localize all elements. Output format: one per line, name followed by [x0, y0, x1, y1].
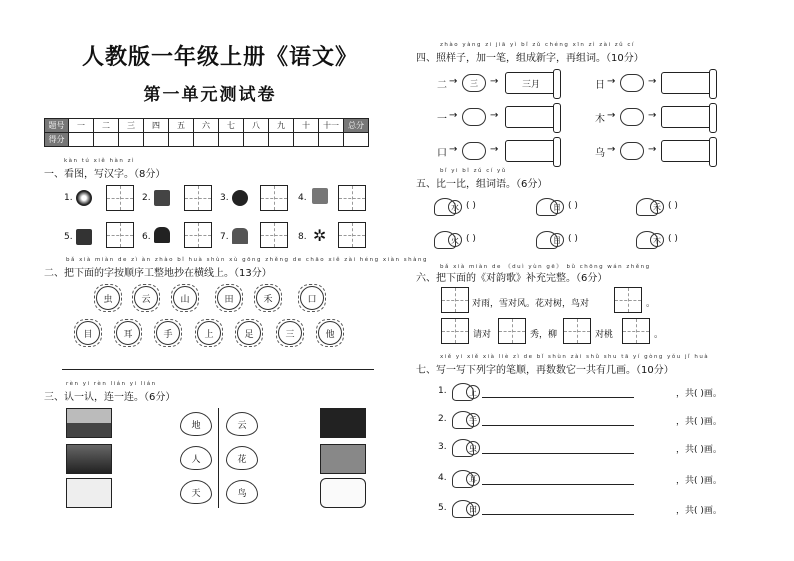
s7-num: 1. — [438, 386, 447, 396]
s3-pinyin: rèn yi rèn lián yi lián — [66, 381, 157, 387]
stroke-line[interactable] — [482, 484, 634, 485]
flower-char: 耳 — [116, 321, 140, 345]
s7-num: 5. — [438, 503, 447, 513]
s4-scroll[interactable] — [505, 140, 557, 162]
answer-box[interactable] — [338, 185, 366, 211]
mushroom-char — [636, 231, 664, 249]
arrow-icon: → — [648, 144, 657, 155]
s4-heading: 四、照样子，加一笔，组成新字，再组词。（10分） — [416, 53, 644, 64]
mushroom-char — [452, 411, 480, 429]
s4-scroll[interactable]: 三月 — [505, 72, 557, 94]
book-icon — [76, 229, 92, 245]
mushroom-char — [536, 198, 564, 216]
answer-box[interactable] — [614, 287, 642, 313]
stroke-line[interactable] — [482, 514, 634, 515]
butterfly-card[interactable]: 天 — [180, 480, 212, 504]
s1-heading: 一、看图，写汉字。（8分） — [44, 169, 166, 180]
s5-pinyin: bǐ yi bǐ zǔ cí yǔ — [440, 168, 507, 174]
mushroom-char — [452, 500, 480, 518]
s6-heading: 六、把下面的《对韵歌》补充完整。（6分） — [416, 273, 608, 284]
s4-source-char: 口 — [437, 148, 447, 159]
score-header-row — [45, 119, 369, 133]
flower-char: 田 — [217, 286, 241, 310]
arrow-icon: → — [648, 76, 657, 87]
s7-pinyin: xiě yi xiě xià liè zì de bǐ shùn zài shǔ shu tā yí gòng yǒu jǐ huà — [440, 354, 710, 360]
answer-box[interactable] — [260, 222, 288, 248]
hand-icon — [154, 227, 170, 243]
score-cell: 五 — [169, 119, 194, 133]
score-input[interactable] — [294, 133, 319, 147]
score-cell: 二 — [94, 119, 119, 133]
s1-num: 8. — [298, 232, 307, 242]
s6-text: 对桃 — [595, 330, 614, 340]
paren-blank[interactable]: ( ) — [668, 234, 678, 244]
butterfly-card[interactable]: 地 — [180, 412, 212, 436]
s7-tail: ，共( )画。 — [676, 445, 722, 455]
mushroom-label: 目 — [550, 233, 564, 247]
score-cell: 四 — [144, 119, 169, 133]
s6-text: 。 — [654, 330, 664, 340]
arrow-icon: → — [607, 110, 616, 121]
score-cell: 得分 — [45, 133, 69, 147]
paren-blank[interactable]: ( ) — [668, 201, 678, 211]
s4-cloud[interactable] — [462, 142, 486, 160]
score-input[interactable] — [94, 133, 119, 147]
mushroom-label: 火 — [448, 233, 462, 247]
s4-pinyin: zhào yàng zi jiā yì bǐ zǔ chéng xīn zì zài zǔ cí — [440, 42, 635, 48]
s7-tail: ，共( )画。 — [676, 506, 722, 516]
s4-cloud[interactable] — [462, 108, 486, 126]
landscape-image — [66, 444, 112, 474]
mushroom-char — [434, 231, 462, 249]
score-cell: 总分 — [344, 119, 369, 133]
answer-box[interactable] — [441, 318, 469, 344]
answer-box[interactable] — [563, 318, 591, 344]
flower-char: 目 — [76, 321, 100, 345]
score-input[interactable] — [219, 133, 244, 147]
s1-num: 4. — [298, 193, 307, 203]
mushroom-label: 田 — [466, 502, 480, 516]
mushroom-char — [434, 198, 462, 216]
mushroom-label: 禾 — [650, 200, 664, 214]
paren-blank[interactable]: ( ) — [466, 234, 476, 244]
child-image — [66, 478, 112, 508]
score-cell: 十 — [294, 119, 319, 133]
answer-box[interactable] — [184, 185, 212, 211]
rice-plant-icon — [312, 188, 328, 204]
s6-text: 对雨，雪对风。花对树，鸟对 — [472, 299, 590, 309]
score-cell: 题号 — [45, 119, 69, 133]
arrow-icon: → — [490, 110, 499, 121]
flower-char: 虫 — [96, 286, 120, 310]
mushroom-label: 木 — [650, 233, 664, 247]
s1-num: 1. — [64, 193, 73, 203]
s7-num: 4. — [438, 473, 447, 483]
s4-source-char: 木 — [595, 114, 605, 125]
s4-cloud[interactable] — [620, 74, 644, 92]
score-table — [44, 118, 369, 147]
answer-box[interactable] — [441, 287, 469, 313]
arrow-icon: → — [648, 110, 657, 121]
answer-box[interactable] — [106, 185, 134, 211]
mushroom-label: 手 — [466, 413, 480, 427]
butterfly-card[interactable]: 鸟 — [226, 480, 258, 504]
mountain-icon — [154, 190, 170, 206]
paren-blank[interactable]: ( ) — [568, 201, 578, 211]
score-input[interactable] — [244, 133, 269, 147]
s6-pinyin: bǎ xià miàn de 《duì yùn gē》 bǔ chōng wán zhěng — [440, 264, 651, 270]
score-input[interactable] — [194, 133, 219, 147]
score-input[interactable] — [269, 133, 294, 147]
s4-scroll[interactable] — [661, 140, 713, 162]
hill-icon — [232, 228, 248, 244]
mushroom-label: 水 — [448, 200, 462, 214]
arrow-icon: → — [607, 76, 616, 87]
arrow-icon: → — [449, 144, 458, 155]
flower-pot-image — [320, 444, 366, 474]
s6-text: 秀，柳 — [530, 330, 558, 340]
s1-num: 3. — [220, 193, 229, 203]
s6-text: 请对 — [473, 330, 492, 340]
answer-box[interactable] — [498, 318, 526, 344]
s4-source-char: 二 — [437, 80, 447, 91]
flower-char: 云 — [134, 286, 158, 310]
score-cell: 八 — [244, 119, 269, 133]
flower-char: 上 — [197, 321, 221, 345]
butterfly-card[interactable]: 人 — [180, 446, 212, 470]
s4-cloud[interactable] — [620, 142, 644, 160]
s7-num: 2. — [438, 414, 447, 424]
bird-image — [320, 408, 366, 438]
arrow-icon: → — [490, 144, 499, 155]
mushroom-char — [452, 439, 480, 457]
score-input[interactable] — [119, 133, 144, 147]
s4-cloud[interactable] — [620, 108, 644, 126]
paren-blank[interactable]: ( ) — [466, 201, 476, 211]
mushroom-label: 虫 — [466, 441, 480, 455]
s4-cloud[interactable]: 三 — [462, 74, 486, 92]
s1-num: 2. — [142, 193, 151, 203]
stroke-line[interactable] — [482, 453, 634, 454]
score-cell: 九 — [269, 119, 294, 133]
arrow-icon: → — [607, 144, 616, 155]
s3-heading: 三、认一认，连一连。（6分） — [44, 392, 176, 403]
answer-box[interactable] — [622, 318, 650, 344]
s2-pinyin: bǎ xià miàn de zì àn zhào bǐ huà shùn xù gōng zhěng de chāo xiě zài héng xiàn shàng — [66, 257, 428, 263]
moon-icon — [232, 190, 248, 206]
arrow-icon: → — [490, 76, 499, 87]
answer-box[interactable] — [106, 222, 134, 248]
s2-heading: 二、把下面的字按顺序工整地抄在横线上。（13分） — [44, 268, 272, 279]
paren-blank[interactable]: ( ) — [568, 234, 578, 244]
answer-box[interactable] — [338, 222, 366, 248]
score-input[interactable] — [344, 133, 369, 147]
flower-char: 禾 — [256, 286, 280, 310]
mushroom-label: 日 — [550, 200, 564, 214]
score-cell: 十一 — [319, 119, 344, 133]
s4-source-char: 日 — [595, 80, 605, 91]
butterfly-card[interactable]: 花 — [226, 446, 258, 470]
s4-scroll[interactable] — [505, 106, 557, 128]
stroke-line[interactable] — [482, 425, 634, 426]
flower-char: 手 — [156, 321, 180, 345]
s7-num: 3. — [438, 442, 447, 452]
sprout-icon: ✲ — [313, 226, 327, 245]
s4-source-char: 一 — [437, 114, 447, 125]
answer-box[interactable] — [184, 222, 212, 248]
mushroom-char — [452, 470, 480, 488]
s4-source-char: 乌 — [595, 148, 605, 159]
s6-text: 。 — [646, 299, 656, 309]
s7-tail: ，共( )画。 — [676, 389, 722, 399]
page-title: 人教版一年级上册《语文》 — [81, 44, 358, 70]
score-cell: 三 — [119, 119, 144, 133]
page-subtitle: 第一单元测试卷 — [143, 85, 277, 105]
score-input[interactable] — [319, 133, 344, 147]
s1-pinyin: kàn tú xiě hàn zì — [64, 158, 136, 164]
cloud-image — [320, 478, 366, 508]
stroke-line[interactable] — [482, 397, 634, 398]
mushroom-label: 耳 — [466, 472, 480, 486]
butterfly-card[interactable]: 云 — [226, 412, 258, 436]
mushroom-label: 上 — [466, 385, 480, 399]
s1-num: 7. — [220, 232, 229, 242]
score-input[interactable] — [169, 133, 194, 147]
score-input[interactable] — [69, 133, 94, 147]
score-value-row — [45, 133, 369, 147]
arrow-icon: → — [449, 110, 458, 121]
flower-char: 三 — [278, 321, 302, 345]
s7-tail: ，共( )画。 — [676, 417, 722, 427]
mushroom-char — [452, 383, 480, 401]
mushroom-char — [536, 231, 564, 249]
s4-scroll[interactable] — [661, 72, 713, 94]
s4-scroll[interactable] — [661, 106, 713, 128]
s7-heading: 七、写一写下列字的笔顺，再数数它一共有几画。（10分） — [416, 365, 674, 376]
divider — [218, 408, 219, 508]
score-cell: 六 — [194, 119, 219, 133]
s5-heading: 五、比一比，组词语。（6分） — [416, 179, 548, 190]
flower-char: 口 — [300, 286, 324, 310]
score-input[interactable] — [144, 133, 169, 147]
s1-num: 5. — [64, 232, 73, 242]
sun-icon — [76, 190, 92, 206]
flower-char: 山 — [173, 286, 197, 310]
answer-box[interactable] — [260, 185, 288, 211]
mountain-scene-image — [66, 408, 112, 438]
score-cell: 七 — [219, 119, 244, 133]
score-cell: 一 — [69, 119, 94, 133]
s7-tail: ，共( )画。 — [676, 476, 722, 486]
flower-char: 足 — [237, 321, 261, 345]
arrow-icon: → — [449, 76, 458, 87]
copy-line[interactable] — [62, 369, 374, 370]
s1-num: 6. — [142, 232, 151, 242]
mushroom-char — [636, 198, 664, 216]
flower-char: 他 — [318, 321, 342, 345]
